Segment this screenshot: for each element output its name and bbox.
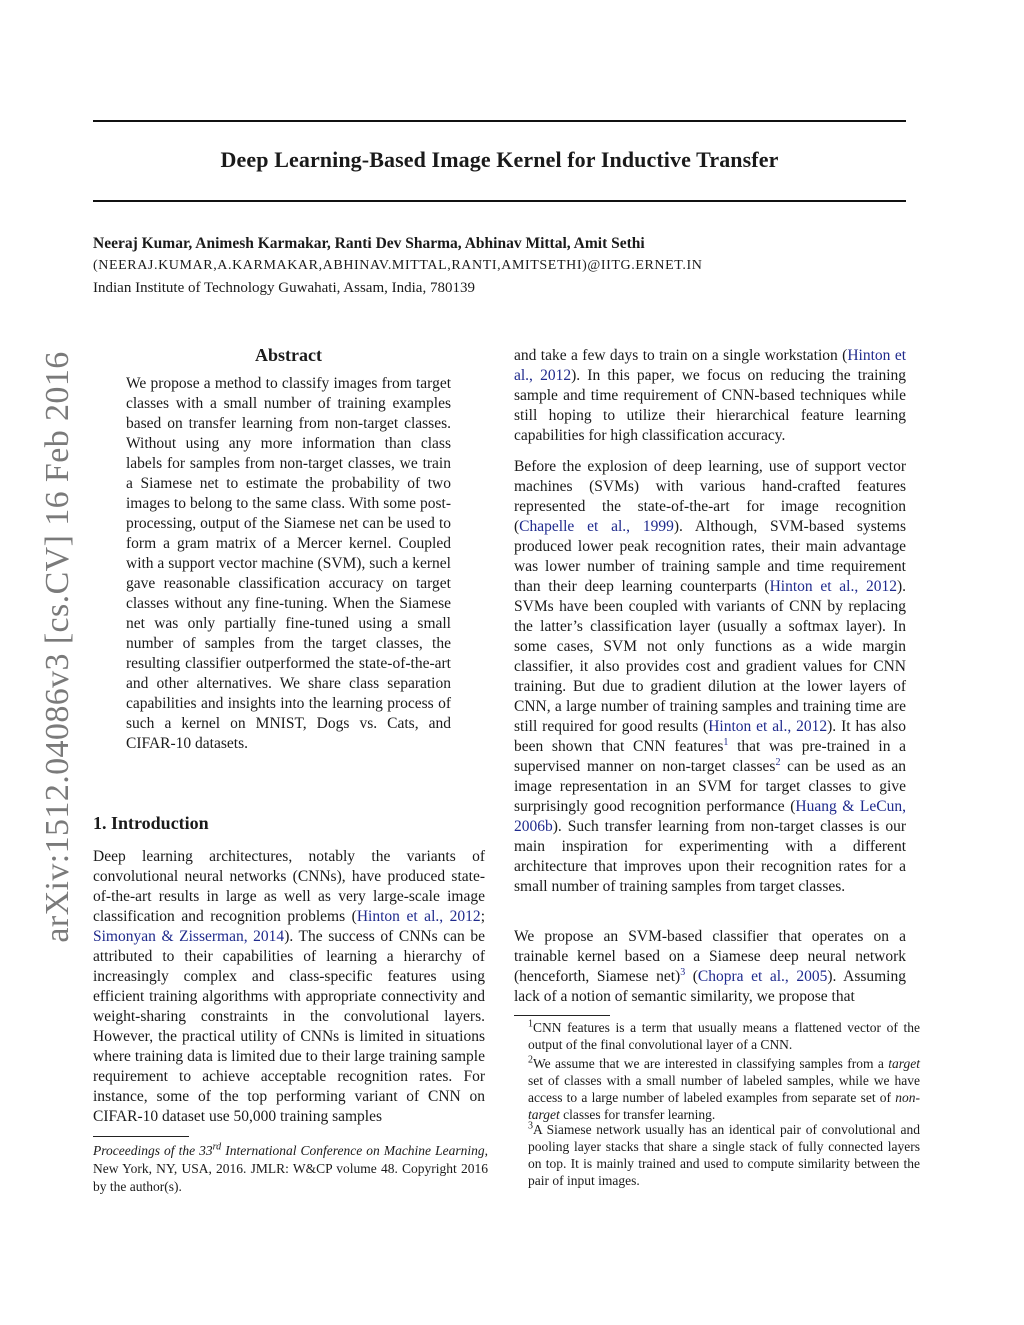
citation-link[interactable]: Huang & LeCun, 2006b bbox=[514, 798, 906, 835]
paper-title: Deep Learning-Based Image Kernel for Inductive Transfer bbox=[220, 147, 779, 172]
proceedings-note bbox=[93, 1142, 488, 1196]
text-span: ). It has also been shown that CNN features bbox=[514, 718, 907, 755]
text-span: Proceedings of the bbox=[93, 1143, 200, 1158]
citation-link[interactable]: Hinton et al., 2012 bbox=[356, 908, 481, 925]
proceedings-italic bbox=[93, 1143, 485, 1158]
text-span: ; bbox=[480, 908, 485, 925]
text-span: ). Such transfer learning from non-target classes is our main inspiration for experimenting with a different architecture that improves upon their recognition rates for a small number of training samples from target classes. bbox=[514, 818, 906, 895]
title-rule-top bbox=[93, 120, 906, 122]
footnote-1 bbox=[514, 1019, 920, 1053]
abstract-heading: Abstract bbox=[255, 345, 322, 365]
footnote-text: We assume that we are interested in classifying samples from a bbox=[533, 1056, 889, 1071]
citation-link[interactable]: Chopra et al., 2005 bbox=[697, 968, 828, 985]
affiliation: Indian Institute of Technology Guwahati, Assam, India, 780139 bbox=[93, 280, 475, 296]
intro-paragraph-3 bbox=[514, 457, 906, 897]
text-span: Deep learning architectures, notably the variants of convolutional neural networks (CNNs), have produced state-of-the-art results in large as well as very large-scale image classification and recognition problems ( bbox=[93, 848, 485, 925]
text-span: ). SVMs have been coupled with variants of CNN by replacing the latter’s classification layer (usually a softmax layer). In some cases, SVM not only functions as a wide margin classifier, it also provides cost and gradient values for CNN training. But due to gradient dilution at the lower layers of CNN, a large number of training samples and training time are still required for good results ( bbox=[514, 578, 907, 735]
footnote-2 bbox=[514, 1055, 920, 1123]
footnote-emphasis: target bbox=[888, 1056, 920, 1071]
superscript: rd bbox=[212, 1141, 222, 1153]
author-list: Neeraj Kumar, Animesh Karmakar, Ranti Dev Sharma, Abhinav Mittal, Amit Sethi bbox=[93, 235, 645, 252]
footnote-ref[interactable]: 2 bbox=[775, 756, 781, 768]
text-span: ). In this paper, we focus on reducing the training sample and time requirement of CNN-based techniques while still hoping to utilize their hierarchical feature learning capabilities for high classification accuracy. bbox=[514, 367, 906, 444]
text-span: that was pre-trained in a supervised manner on non-target classes bbox=[514, 738, 906, 775]
citation-link[interactable]: Simonyan & Zisserman, 2014 bbox=[93, 928, 285, 945]
footnote-3 bbox=[514, 1121, 920, 1189]
text-span: Before the explosion of deep learning, use of support vector machines (SVMs) with various hand-crafted features represented the state-of-the-art for image recognition ( bbox=[514, 458, 906, 535]
title-rule-bottom bbox=[93, 200, 906, 202]
footnote-text: CNN features is a term that usually means a flattened vector of the output of the final convolutional layer of a CNN. bbox=[528, 1020, 920, 1052]
text-span: International Conference on Machine Learning bbox=[221, 1143, 485, 1158]
author-emails: (NEERAJ.KUMAR,A.KARMAKAR,ABHINAV.MITTAL,RANTI,AMITSETHI)@IITG.ERNET.IN bbox=[93, 258, 703, 273]
footnote-mark: 2 bbox=[528, 1054, 533, 1066]
text-span: ). The success of CNNs can be attributed to their capabilities of learning a hierarchy of increasingly complex and class-specific features using efficient training algorithms with appropriate connectivity and weight-sharing constraints in the convolutional layers. However, the practical utility of CNNs is limited in situations where training data is limited due to their large training sample requirement to achieve acceptable recognition rates. For instance, some of the top performing variant of CNN on CIFAR-10 dataset use 50,000 training samples bbox=[93, 928, 485, 1125]
text-span: and take a few days to train on a single workstation ( bbox=[514, 347, 848, 364]
intro-paragraph-1 bbox=[93, 847, 485, 1127]
conference-number: 33 bbox=[199, 1143, 213, 1158]
abstract-text: We propose a method to classify images from target classes with a small number of training examples based on transfer learning from non-target classes. Without using any more information than class labels for samples from non-target classes, we train a Siamese net to estimate the probability of two images to belong to the same class. With some post-processing, output of the Siamese net can be used to form a gram matrix of a Mercer kernel. Coupled with a support vector machine (SVM), such a kernel gave reasonable classification accuracy on target classes without any fine-tuning. When the Siamese net was only partially fine-tuned using a small number of samples from the target classes, the resulting classifier outperformed the state-of-the-art and other alternatives. We share class separation capabilities and insights into the learning process of such a kernel on MNIST, Dogs vs. Cats, and CIFAR-10 datasets. bbox=[126, 375, 451, 752]
text-span: ( bbox=[685, 968, 698, 985]
citation-link[interactable]: Hinton et al., 2012 bbox=[708, 718, 828, 735]
footnote-ref[interactable]: 3 bbox=[680, 966, 686, 978]
text-span: ). Assuming lack of a notion of semantic similarity, we propose that bbox=[514, 968, 906, 1005]
citation-link[interactable]: Hinton et al., 2012 bbox=[514, 347, 907, 384]
footnote-text: A Siamese network usually has an identical pair of convolutional and pooling layer stacks that share a single stack of fully connected layers on top. It is mainly trained and used to compute similarity between the pair of input images. bbox=[528, 1122, 920, 1188]
footnote-mark: 3 bbox=[528, 1120, 533, 1132]
intro-paragraph-2 bbox=[514, 346, 906, 446]
footnote-ref[interactable]: 1 bbox=[723, 736, 729, 748]
citation-link[interactable]: Chapelle et al., 1999 bbox=[519, 518, 674, 535]
arxiv-watermark: arXiv:1512.04086v3 [cs.CV] 16 Feb 2016 bbox=[39, 351, 76, 943]
text-span: ). Although, SVM-based systems produced lower peak recognition rates, their main advantage was lower number of training sample and time requirement than their deep learning counterparts ( bbox=[514, 518, 907, 595]
text-span: can be used as an image representation in an SVM for target classes to give surprisingly good recognition performance ( bbox=[514, 758, 906, 815]
text-span: We propose an SVM-based classifier that operates on a trainable kernel based on a Siamese deep neural network (henceforth, Siamese net) bbox=[514, 928, 906, 985]
footnote-emphasis: non-target bbox=[528, 1090, 920, 1122]
footnote-text: set of classes with a small number of labeled samples, while we have access to a large number of labeled examples from separate set of bbox=[528, 1073, 920, 1105]
text-span: , New York, NY, USA, 2016. JMLR: W&CP volume 48. Copyright 2016 by the author(s). bbox=[93, 1143, 488, 1194]
footnote-mark: 1 bbox=[528, 1018, 533, 1030]
citation-link[interactable]: Hinton et al., 2012 bbox=[769, 578, 897, 595]
footnote-rule bbox=[93, 1136, 189, 1137]
intro-paragraph-4 bbox=[514, 927, 906, 1007]
footnote-text: classes for transfer learning. bbox=[559, 1107, 716, 1122]
intro-heading: 1. Introduction bbox=[93, 813, 209, 833]
footnote-rule bbox=[514, 1015, 610, 1016]
